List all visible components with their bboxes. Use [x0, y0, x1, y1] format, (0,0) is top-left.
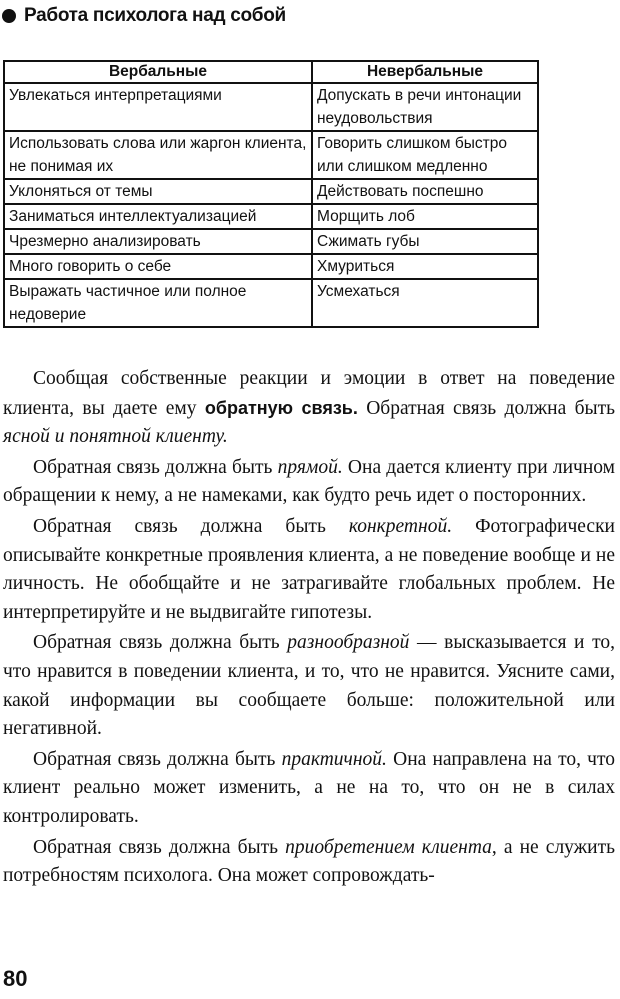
- table-cell: Усмехаться: [312, 279, 538, 327]
- text-run: Обратная связь должна быть: [33, 836, 286, 858]
- text-run: Обратная связь должна быть: [33, 515, 349, 537]
- bold-term: обратную связь.: [204, 397, 358, 418]
- table-row: [4, 204, 538, 229]
- body-text: [3, 365, 615, 893]
- italic-term: прямой.: [277, 456, 343, 478]
- text-run: , а не служить потребностям психолога. Она может сопровождать-: [3, 836, 615, 887]
- text-run: Фотографически описывайте конкретные проявления клиента, а не поведение вообще и не личность. Не обобщайте и не затрагивайте глобальных проблем. Не интерпретируйте и не выдвигайте гипотезы.: [3, 515, 615, 623]
- table-row: [4, 83, 538, 131]
- table-row: [4, 254, 538, 279]
- text-run: Она дается клиенту при личном обращении к нему, а не намеками, как будто речь идет о посторонних.: [3, 456, 615, 507]
- italic-term: разнообразной: [287, 632, 410, 654]
- column-header-nonverbal: Невербальные: [312, 61, 538, 83]
- italic-term: ясной и понятной клиенту.: [3, 426, 228, 448]
- text-run: Она направлена на то, что клиент реально может изменить, а не на то, что он не в силах контролировать.: [3, 748, 615, 827]
- table-cell: Увлекаться интерпретациями: [4, 83, 312, 131]
- table-cell: Чрезмерно анализировать: [4, 229, 312, 254]
- paragraph-5: [3, 746, 615, 832]
- table-row: [4, 279, 538, 327]
- running-header: [0, 2, 286, 30]
- header-title: Работа психолога над собой: [24, 5, 286, 26]
- column-header-verbal: Вербальные: [4, 61, 312, 83]
- table-cell: Уклоняться от темы: [4, 179, 312, 204]
- table-cell: Выражать частичное или полное недоверие: [4, 279, 312, 327]
- text-run: Обратная связь должна быть: [33, 748, 282, 770]
- comparison-table: [3, 60, 539, 328]
- paragraph-2: [3, 454, 615, 511]
- table-cell: Использовать слова или жаргон клиента, не понимая их: [4, 131, 312, 179]
- table-cell: Заниматься интеллектуализацией: [4, 204, 312, 229]
- italic-term: приобретением клиента: [285, 836, 492, 858]
- text-run: Обратная связь должна быть: [33, 632, 288, 654]
- paragraph-4: [3, 629, 615, 743]
- italic-term: конкретной.: [348, 515, 453, 537]
- table-row: [4, 229, 538, 254]
- paragraph-3: [3, 513, 615, 627]
- table-cell: Хмуриться: [312, 254, 538, 279]
- text-run: — высказывается и то, что нравится в поведении клиента, и то, что не нравится. Уясните сами, какой информации вы сообщаете больше: положительной или негативной.: [3, 632, 615, 740]
- table-row: [4, 179, 538, 204]
- table-cell: Допускать в речи интонации неудовольствия: [312, 83, 538, 131]
- table-cell: Говорить слишком быстро или слишком медленно: [312, 131, 538, 179]
- table-cell: Много говорить о себе: [4, 254, 312, 279]
- table-cell: Сжимать губы: [312, 229, 538, 254]
- bullet-icon: [2, 9, 16, 23]
- paragraph-6: [3, 834, 615, 891]
- paragraph-1: [3, 365, 615, 452]
- text-run: Обратная связь должна быть: [357, 397, 616, 419]
- text-run: Сообщая собственные реакции и эмоции в ответ на поведение клиента, вы даете ему: [3, 368, 615, 419]
- text-run: Обратная связь должна быть: [33, 456, 278, 478]
- table-cell: Действовать поспешно: [312, 179, 538, 204]
- table-header-row: [4, 61, 538, 83]
- table-cell: Морщить лоб: [312, 204, 538, 229]
- italic-term: практичной.: [281, 748, 387, 770]
- page-number: 80: [3, 966, 28, 991]
- table-row: [4, 131, 538, 179]
